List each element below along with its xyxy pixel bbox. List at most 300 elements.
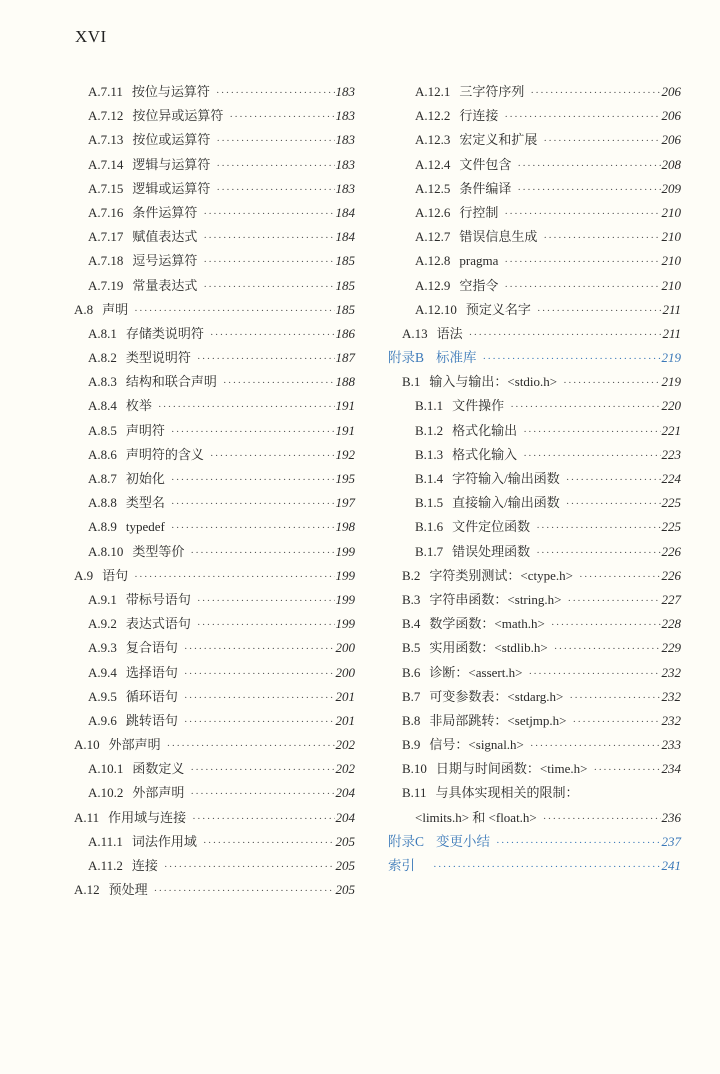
section-number: B.1.3 — [415, 446, 444, 462]
dot-leader — [171, 468, 335, 492]
page-ref: 224 — [661, 471, 681, 486]
dot-leader — [536, 516, 660, 540]
section-number: B.1.6 — [415, 519, 444, 535]
page-ref: 223 — [661, 446, 681, 462]
toc-entry[interactable] — [74, 80, 355, 104]
toc-entry[interactable] — [388, 419, 681, 443]
dot-leader — [551, 613, 661, 637]
page-ref: 206 — [661, 108, 681, 124]
dot-leader — [543, 226, 660, 250]
dot-leader — [216, 129, 334, 153]
dot-leader — [433, 855, 661, 879]
section-number: B.1.2 — [415, 422, 444, 438]
page-ref: 229 — [661, 640, 681, 656]
section-title: 错误信息生成 — [459, 229, 538, 245]
dot-leader — [184, 710, 335, 734]
section-title: 复合语句 — [125, 640, 178, 656]
dot-leader — [184, 662, 335, 686]
dot-leader — [566, 468, 661, 492]
section-number: 附录C — [388, 833, 425, 849]
section-number: A.10.1 — [88, 761, 124, 777]
page-ref: 227 — [661, 591, 681, 607]
section-title: 表达式语句 — [125, 616, 191, 632]
toc-entry[interactable] — [388, 685, 681, 709]
section-number: B.1.5 — [415, 495, 444, 511]
section-title: 预定义名字 — [465, 301, 531, 317]
page-ref: 211 — [662, 325, 681, 341]
toc-entry[interactable] — [388, 443, 681, 467]
toc-entry[interactable] — [388, 249, 681, 273]
page-ref: 232 — [661, 712, 681, 728]
section-title: 初始化 — [125, 471, 165, 486]
toc-entry[interactable] — [388, 322, 681, 346]
page-ref: 191 — [335, 422, 355, 438]
dot-leader — [504, 275, 660, 299]
section-title: 文件定位函数 — [452, 519, 531, 535]
section-number: A.12.4 — [415, 156, 451, 172]
page-ref: 208 — [661, 156, 681, 172]
dot-leader — [171, 516, 335, 540]
page-ref: 232 — [661, 664, 681, 680]
page-ref: 195 — [335, 471, 355, 486]
toc-entry[interactable] — [388, 588, 681, 612]
toc-entry[interactable] — [388, 467, 681, 491]
dot-leader — [469, 323, 662, 347]
toc-entry[interactable] — [388, 370, 681, 394]
section-number: A.8.8 — [88, 495, 117, 511]
toc-entry[interactable] — [388, 661, 681, 685]
dot-leader — [530, 81, 660, 105]
section-number: 索引 — [388, 858, 415, 873]
toc-entry[interactable] — [74, 467, 355, 491]
page-ref: 183 — [335, 108, 355, 124]
dot-leader — [216, 178, 334, 202]
section-title: 三字符序列 — [459, 84, 525, 99]
page-ref: 184 — [335, 229, 355, 245]
page-ref: 183 — [335, 156, 355, 172]
dot-leader — [567, 589, 660, 613]
section-number: B.1.7 — [415, 543, 444, 559]
section-number: A.12.7 — [415, 229, 451, 245]
page-ref: 211 — [662, 301, 681, 317]
toc-entry[interactable] — [74, 588, 355, 612]
section-number: A.7.13 — [88, 132, 124, 148]
dot-leader — [483, 347, 661, 371]
dot-leader — [593, 758, 660, 782]
section-number: A.7.14 — [88, 156, 124, 172]
section-number: A.12.9 — [415, 277, 451, 293]
page-ref: 234 — [661, 761, 681, 777]
section-number: 附录B — [388, 350, 425, 366]
dot-leader — [134, 565, 334, 589]
toc-entry[interactable] — [74, 394, 355, 418]
section-number: A.12.6 — [415, 204, 451, 220]
toc-entry[interactable] — [388, 709, 681, 733]
toc-entry[interactable] — [74, 225, 355, 249]
toc-entry[interactable] — [74, 419, 355, 443]
section-title: 错误处理函数 — [452, 543, 531, 559]
section-number: B.1 — [402, 374, 421, 390]
section-title: 信号：<signal.h> — [429, 737, 524, 753]
dot-leader — [134, 299, 334, 323]
page-ref: 183 — [335, 84, 355, 99]
section-title: 跳转语句 — [125, 712, 178, 728]
toc-entry[interactable] — [74, 636, 355, 660]
dot-leader — [203, 226, 334, 250]
page-ref: 205 — [335, 833, 355, 849]
section-number: B.3 — [402, 591, 421, 607]
toc-right-column — [388, 80, 681, 878]
section-title: 常量表达式 — [132, 277, 198, 293]
toc-entry[interactable] — [74, 104, 355, 128]
section-number: A.8.2 — [88, 350, 117, 366]
page-ref: 204 — [335, 809, 355, 825]
section-number: A.11.2 — [88, 858, 123, 873]
section-number: A.12.5 — [415, 180, 451, 196]
section-title: 逻辑或运算符 — [132, 180, 211, 196]
section-number: A.9.4 — [88, 664, 117, 680]
dot-leader — [167, 734, 335, 758]
section-title: 条件编译 — [459, 180, 512, 196]
toc-appendix-entry[interactable] — [388, 346, 681, 370]
section-title: 外部声明 — [108, 737, 161, 753]
dot-leader — [210, 444, 335, 468]
toc-entry[interactable] — [74, 177, 355, 201]
page-ref: 206 — [661, 132, 681, 148]
section-title: 输入与输出：<stdio.h> — [429, 374, 558, 390]
page-ref: 199 — [335, 591, 355, 607]
page-ref: 205 — [335, 882, 355, 898]
section-title: 作用域与连接 — [108, 809, 187, 825]
dot-leader — [536, 541, 660, 565]
section-title: 逻辑与运算符 — [132, 156, 211, 172]
toc-appendix-entry[interactable] — [388, 830, 681, 854]
dot-leader — [504, 202, 660, 226]
dot-leader — [543, 807, 661, 831]
toc-entry[interactable] — [388, 806, 681, 830]
toc-entry[interactable] — [74, 443, 355, 467]
page-ref: 226 — [661, 543, 681, 559]
section-title: 类型说明符 — [125, 350, 191, 366]
page-ref: 197 — [335, 495, 355, 511]
section-title: 类型名 — [125, 495, 165, 511]
section-title: 声明符 — [125, 422, 165, 438]
toc-entry[interactable] — [388, 298, 681, 322]
toc-entry[interactable] — [74, 249, 355, 273]
dot-leader — [203, 275, 334, 299]
section-title: 选择语句 — [125, 664, 178, 680]
section-number: A.8.7 — [88, 471, 117, 486]
toc-entry[interactable] — [388, 201, 681, 225]
section-title: 格式化输入 — [452, 446, 518, 462]
toc-entry[interactable] — [74, 298, 355, 322]
section-number: B.1.4 — [415, 471, 444, 486]
toc-entry[interactable] — [74, 540, 355, 564]
dot-leader — [171, 420, 335, 444]
section-number: A.12.10 — [415, 301, 457, 317]
section-number: A.13 — [402, 325, 428, 341]
toc-entry[interactable] — [388, 781, 681, 805]
section-title: 宏定义和扩展 — [459, 132, 538, 148]
section-title: 行连接 — [459, 108, 499, 124]
page-ref: 186 — [335, 325, 355, 341]
dot-leader — [496, 831, 660, 855]
toc-entry[interactable] — [74, 854, 355, 878]
section-title: 按位与运算符 — [131, 84, 210, 99]
page-ref: 219 — [661, 374, 681, 390]
page-ref: 199 — [335, 616, 355, 632]
dot-leader — [569, 686, 660, 710]
toc-entry[interactable] — [74, 274, 355, 298]
section-title: 非局部跳转：<setjmp.h> — [429, 712, 567, 728]
toc-entry[interactable] — [388, 177, 681, 201]
toc-entry[interactable] — [388, 225, 681, 249]
section-title: 标准库 — [436, 350, 477, 366]
dot-leader — [563, 371, 660, 395]
section-title: 实用函数：<stdlib.h> — [429, 640, 548, 656]
toc-entry[interactable] — [388, 491, 681, 515]
section-number: B.4 — [402, 616, 421, 632]
page-ref: 241 — [661, 858, 681, 873]
page-ref: 185 — [335, 253, 355, 269]
page-ref: 210 — [661, 277, 681, 293]
section-number: A.8.6 — [88, 446, 117, 462]
section-number: A.7.12 — [88, 108, 124, 124]
section-number: A.10.2 — [88, 785, 124, 801]
section-title: 词法作用域 — [131, 833, 197, 849]
page-ref: 236 — [661, 809, 681, 825]
page-ref: 188 — [335, 374, 355, 390]
section-number: B.7 — [402, 688, 421, 704]
section-title: 结构和联合声明 — [125, 374, 217, 390]
toc-entry[interactable] — [388, 733, 681, 757]
section-title: 日期与时间函数：<time.h> — [435, 761, 588, 777]
section-number: A.8.4 — [88, 398, 117, 414]
page-ref: 191 — [335, 398, 355, 414]
toc-entry[interactable] — [74, 153, 355, 177]
page-ref: 205 — [335, 858, 355, 873]
dot-leader — [203, 202, 334, 226]
toc-entry[interactable] — [74, 806, 355, 830]
dot-leader — [504, 250, 660, 274]
section-title: 文件操作 — [452, 398, 505, 414]
toc-entry[interactable] — [74, 515, 355, 539]
section-title: 循环语句 — [125, 688, 178, 704]
toc-entry[interactable] — [74, 685, 355, 709]
dot-leader — [190, 782, 334, 806]
dot-leader — [566, 492, 661, 516]
section-title: 赋值表达式 — [132, 229, 198, 245]
page-ref: 199 — [335, 567, 355, 583]
page-ref: 232 — [661, 688, 681, 704]
page-ref: 192 — [335, 446, 355, 462]
dot-leader — [216, 154, 334, 178]
section-number: A.8.3 — [88, 374, 117, 390]
section-number: A.8.9 — [88, 519, 117, 535]
dot-leader — [197, 613, 335, 637]
section-title: 语法 — [436, 325, 463, 341]
toc-entry[interactable] — [74, 781, 355, 805]
dot-leader — [523, 444, 660, 468]
section-number: B.6 — [402, 664, 421, 680]
toc-entry[interactable] — [388, 515, 681, 539]
section-title: <limits.h> 和 <float.h> — [415, 809, 537, 825]
toc-entry[interactable] — [388, 274, 681, 298]
section-title: 枚举 — [125, 398, 152, 414]
dot-leader — [216, 81, 335, 105]
page-ref: 201 — [335, 688, 355, 704]
dot-leader — [537, 299, 662, 323]
section-title: 连接 — [131, 858, 158, 873]
toc-entry[interactable] — [388, 128, 681, 152]
toc-entry[interactable] — [74, 830, 355, 854]
dot-leader — [184, 637, 335, 661]
section-title: 诊断：<assert.h> — [429, 664, 523, 680]
dot-leader — [154, 879, 335, 903]
section-number: A.9 — [74, 567, 94, 583]
section-title: 空指令 — [459, 277, 499, 293]
page-ref: 221 — [661, 422, 681, 438]
page-ref: 209 — [661, 180, 681, 196]
section-number: B.5 — [402, 640, 421, 656]
section-number: A.12 — [74, 882, 100, 898]
section-title: 直接输入/输出函数 — [452, 495, 560, 511]
section-number: A.9.6 — [88, 712, 117, 728]
section-number: A.8.1 — [88, 325, 117, 341]
section-number: B.1.1 — [415, 398, 444, 414]
section-title: 外部声明 — [132, 785, 185, 801]
toc-entry[interactable] — [74, 128, 355, 152]
page-ref: 202 — [335, 737, 355, 753]
dot-leader — [517, 178, 660, 202]
toc-entry[interactable] — [388, 612, 681, 636]
section-number: A.9.1 — [88, 591, 117, 607]
toc-entry[interactable] — [74, 757, 355, 781]
section-number: A.9.3 — [88, 640, 117, 656]
toc-entry[interactable] — [74, 564, 355, 588]
toc-entry[interactable] — [74, 370, 355, 394]
section-title: 与具体实现相关的限制： — [435, 785, 579, 801]
section-title: 文件包含 — [459, 156, 512, 172]
dot-leader — [190, 758, 334, 782]
page-ref: 233 — [661, 737, 681, 753]
page-ref: 206 — [661, 84, 681, 99]
section-number: A.12.1 — [415, 84, 451, 99]
section-number: A.7.16 — [88, 204, 124, 220]
page-ref: 199 — [335, 543, 355, 559]
toc-appendix-entry[interactable] — [388, 854, 681, 878]
section-title: 按位或运算符 — [132, 132, 211, 148]
section-title: 按位异或运算符 — [132, 108, 224, 124]
section-number: A.7.17 — [88, 229, 124, 245]
toc-entry[interactable] — [388, 564, 681, 588]
page-ref: 200 — [335, 640, 355, 656]
page-ref: 226 — [661, 567, 681, 583]
toc-entry[interactable] — [74, 709, 355, 733]
dot-leader — [158, 395, 335, 419]
toc-entry[interactable] — [74, 346, 355, 370]
section-number: B.11 — [402, 785, 427, 801]
dot-leader — [210, 323, 335, 347]
toc-entry[interactable] — [388, 757, 681, 781]
section-number: A.7.19 — [88, 277, 124, 293]
section-number: A.8.10 — [88, 543, 124, 559]
dot-leader — [203, 831, 335, 855]
section-title: 函数定义 — [132, 761, 185, 777]
dot-leader — [523, 420, 660, 444]
toc-entry[interactable] — [74, 491, 355, 515]
toc-entry[interactable] — [74, 201, 355, 225]
toc-left-column — [74, 80, 355, 902]
page-ref: 237 — [661, 833, 681, 849]
page-ref: 183 — [335, 180, 355, 196]
dot-leader — [504, 105, 660, 129]
section-number: A.8 — [74, 301, 94, 317]
dot-leader — [573, 710, 661, 734]
section-title: typedef — [125, 519, 165, 535]
section-title: pragma — [459, 253, 499, 269]
dot-leader — [517, 154, 660, 178]
section-number: B.9 — [402, 737, 421, 753]
page-ref: 202 — [335, 761, 355, 777]
section-title: 可变参数表：<stdarg.h> — [429, 688, 564, 704]
section-number: A.7.15 — [88, 180, 124, 196]
dot-leader — [192, 807, 334, 831]
toc-entry[interactable] — [388, 104, 681, 128]
toc-entry[interactable] — [388, 540, 681, 564]
dot-leader — [530, 734, 661, 758]
section-number: A.9.5 — [88, 688, 117, 704]
dot-leader — [190, 541, 334, 565]
section-number: A.7.18 — [88, 253, 124, 269]
section-title: 字符输入/输出函数 — [452, 471, 560, 486]
page-ref: 210 — [661, 253, 681, 269]
dot-leader — [554, 637, 661, 661]
section-number: B.10 — [402, 761, 427, 777]
toc-entry[interactable] — [388, 80, 681, 104]
section-title: 条件运算符 — [132, 204, 198, 220]
toc-entry[interactable] — [388, 394, 681, 418]
dot-leader — [171, 492, 335, 516]
page-ref: 187 — [335, 350, 355, 366]
toc-entry[interactable] — [74, 878, 355, 902]
section-title: 变更小结 — [436, 833, 491, 849]
section-title: 声明 — [102, 301, 129, 317]
page-ref: 225 — [661, 519, 681, 535]
toc-entry[interactable] — [74, 661, 355, 685]
toc-entry[interactable] — [74, 322, 355, 346]
page-ref: 183 — [335, 132, 355, 148]
page-ref: 184 — [335, 204, 355, 220]
section-title: 语句 — [102, 567, 129, 583]
section-number: B.2 — [402, 567, 421, 583]
page-ref: 210 — [661, 229, 681, 245]
section-title: 逗号运算符 — [132, 253, 198, 269]
section-title: 声明符的含义 — [125, 446, 204, 462]
dot-leader — [197, 589, 335, 613]
section-number: A.9.2 — [88, 616, 117, 632]
toc-entry[interactable] — [388, 153, 681, 177]
dot-leader — [579, 565, 661, 589]
toc-entry[interactable] — [74, 612, 355, 636]
page-ref: 225 — [661, 495, 681, 511]
toc-entry[interactable] — [74, 733, 355, 757]
section-title: 带标号语句 — [125, 591, 191, 607]
section-title: 类型等价 — [132, 543, 185, 559]
toc-entry[interactable] — [388, 636, 681, 660]
dot-leader — [184, 686, 335, 710]
page-ref: 185 — [335, 301, 355, 317]
